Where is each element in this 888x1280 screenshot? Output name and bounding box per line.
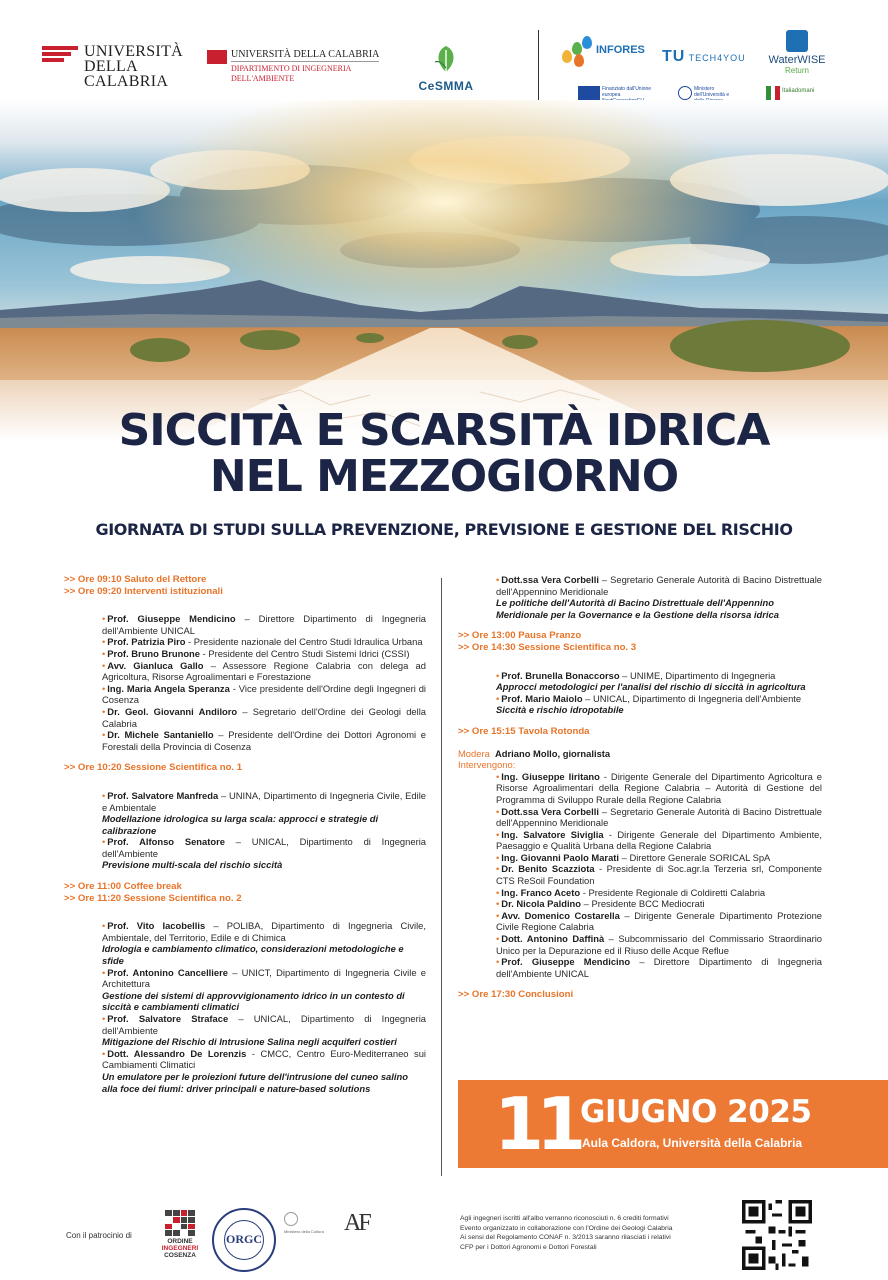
ordine-grid-icon — [165, 1210, 195, 1236]
panelist-item: • Dott. Antonino Daffinà – Subcommissario del Commissario Straordinario Unico per la Depurazione ed il Riuso delle Acque Reflue — [496, 933, 822, 956]
speaker-item: • Prof. Antonino Cancelliere – UNICT, Dipartimento di Ingegneria Civile e Architettura — [102, 966, 427, 990]
cesmma-name: CeSMMA — [418, 79, 474, 93]
republic-emblem-icon — [284, 1212, 298, 1226]
italiadomani-text: Italiadomani — [782, 88, 815, 94]
speaker-item: • Prof. Salvatore Straface – UNICAL, Dipartimento di Ingegneria dell'Ambiente — [102, 1013, 426, 1036]
date-day: 11 — [494, 1082, 579, 1166]
talk-title: Modellazione idrologica su larga scala: approcci e strategie di calibrazione — [102, 813, 379, 836]
cesmma-leaf-icon — [429, 44, 463, 74]
unical-line2: DELLA — [84, 58, 138, 75]
ministero-cultura-logo — [284, 1212, 344, 1234]
panelist-item: • Dr. Nicola Paldino – Presidente BCC Mediocrati — [496, 898, 705, 910]
title-line2: NEL MEZZOGIORNO — [209, 451, 679, 502]
speaker-item: • Prof. Vito Iacobellis – POLIBA, Dipartimento di Ingegneria Civile, Ambientale, del Territorio, Edile e di Chimica — [102, 920, 426, 943]
speaker-item: • Dr. Michele Santaniello – Presidente dell'Ordine dei Dottori Agronomi e Forestali della Provincia di Cosenza — [102, 729, 426, 752]
infores-drops-icon — [560, 36, 596, 66]
talk-title: Le politiche dell'Autorità di Bacino Distrettuale dell'Appennino Meridionale per la Governance e la Gestione della risorsa idrica — [496, 597, 779, 620]
speaker-item: • Dott.ssa Vera Corbelli – Segretario Generale Autorità di Bacino Distrettuale dell'Appennino Meridionale — [496, 574, 822, 597]
eu-text: Finanziato dall'Unione europea — [602, 86, 652, 98]
header-logos — [0, 0, 888, 112]
talk-title: Siccità e rischio idropotabile — [496, 704, 624, 716]
speaker-item: • Prof. Patrizia Piro - Presidente nazionale del Centro Studi Idraulica Urbana — [102, 636, 423, 648]
slot-0920: >> Ore 09:20 Interventi istituzionali — [64, 585, 223, 597]
intervengono-label: Intervengono: — [458, 759, 516, 771]
footer-notes — [460, 1214, 740, 1252]
talk-title: Gestione dei sistemi di approvvigionamento idrico in un contesto di siccità e cambiamenti climatici — [102, 989, 405, 1013]
unical-logo — [42, 44, 183, 89]
speaker-item: • Prof. Alfonso Senatore – UNICAL, Dipartimento di Ingegneria dell'Ambiente — [102, 836, 426, 859]
italy-flag-icon — [766, 86, 780, 100]
slot-1515: >> Ore 15:15 Tavola Rotonda — [458, 725, 590, 737]
ordine-line2: INGEGNERI — [161, 1245, 199, 1252]
speaker-item: • Avv. Gianluca Gallo – Assessore Regione Calabria con delega ad Agricoltura, Risorse Agroalimentari e Forestazione — [102, 659, 426, 683]
af-logo: AF — [344, 1210, 369, 1236]
panelist-item: • Avv. Domenico Costarella – Dirigente Generale Dipartimento Protezione Civile Regione Calabria — [496, 909, 822, 933]
ordine-ingegneri-logo — [158, 1210, 202, 1259]
talk-title: Approcci metodologici per l'analisi del rischio di siccità in agricoltura — [496, 681, 806, 693]
talk-title: Idrologia e cambiamento climatico, considerazioni metodologiche e sfide — [102, 943, 404, 967]
waterwise-drop-icon — [786, 30, 808, 52]
speaker-item: • Prof. Giuseppe Mendicino – Direttore Dipartimento di Ingegneria dell'Ambiente UNICAL — [102, 613, 427, 636]
waterwise-name: WaterWISE — [768, 54, 826, 66]
panelist-item: • Dott.ssa Vera Corbelli – Segretario Generale Autorità di Bacino Distrettuale dell'Appennino Meridionale — [496, 805, 822, 829]
cesmma-logo — [405, 44, 487, 93]
slot-1020: >> Ore 10:20 Sessione Scientifica no. 1 — [64, 762, 243, 774]
slot-1120: >> Ore 11:20 Sessione Scientifica no. 2 — [64, 892, 242, 904]
unical-mark-icon — [42, 46, 78, 68]
unical-line1: UNIVERSITÀ — [84, 43, 183, 60]
talk-title: Previsione multi-scala del rischio siccità — [102, 859, 283, 871]
event-subtitle: GIORNATA DI STUDI SULLA PREVENZIONE, PREVISIONE E GESTIONE DEL RISCHIO — [95, 520, 793, 539]
panelist-item: • Ing. Giuseppe Iiritano - Dirigente Generale del Dipartimento Agricoltura e Risorse Agroalimentari della Regione Calabria – Autorità di Gestione del Programma di Sviluppo Rurale della Regione Calabria — [496, 770, 823, 805]
ministero-emblem-icon — [678, 86, 692, 100]
tech4you-logo: TU TECH4YOU — [662, 48, 746, 65]
ordine-line3: COSENZA — [164, 1252, 196, 1259]
note-crediti: Agli ingegneri iscritti all'albo verranno riconosciuti n. 6 crediti formativi — [460, 1215, 669, 1222]
waterwise-logo — [764, 30, 830, 75]
agro-text: Ministero della Cultura — [284, 1229, 324, 1234]
date-venue: Aula Caldora, Università della Calabria — [582, 1136, 803, 1150]
date-month-year: GIUGNO 2025 — [580, 1094, 812, 1130]
slot-1730: >> Ore 17:30 Conclusioni — [458, 989, 574, 1001]
panelist-item: • Ing. Salvatore Siviglia - Dirigente Generale del Dipartimento Ambiente, Paesaggio e Qualità Urbana della Regione Calabria — [496, 828, 822, 852]
ministero-text: Ministero dell'Università e — [694, 86, 730, 98]
orgc-text: ORGC — [226, 1232, 262, 1246]
talk-title: Mitigazione del Rischio di Intrusione Salina negli acquiferi costieri — [102, 1036, 397, 1048]
speaker-item: • Prof. Mario Maiolo – UNICAL, Dipartimento di Ingegneria dell'Ambiente — [496, 692, 802, 704]
program-left-column — [64, 574, 426, 1094]
panelist-item: • Prof. Giuseppe Mendicino – Direttore Dipartimento di Ingegneria dell'Ambiente UNICAL — [496, 956, 823, 979]
hero-drought-landscape — [0, 100, 888, 440]
title-line1: SICCITÀ E SCARSITÀ IDRICA — [118, 405, 770, 456]
eu-flag-icon — [578, 86, 600, 100]
header-divider — [538, 30, 539, 108]
moderator: Modera Adriano Mollo, giornalista — [458, 747, 611, 759]
infores-logo — [560, 36, 652, 56]
note-cfp: CFP per i Dottori Agronomi e Dottori Forestali — [460, 1243, 597, 1251]
speaker-item: • Dr. Geol. Giovanni Andiloro – Segretario dell'Ordine dei Geologi della Calabria — [102, 705, 426, 729]
slot-0910: >> Ore 09:10 Saluto del Rettore — [64, 574, 207, 585]
qr-code-icon[interactable] — [742, 1200, 812, 1270]
speaker-item: • Prof. Bruno Brunone - Presidente del Centro Studi Sistemi Idrici (CSSI) — [102, 647, 410, 659]
ordine-line1: ORDINE — [167, 1238, 193, 1245]
note-geologi: Evento organizzato in collaborazione con l'Ordine dei Geologi Calabria — [460, 1224, 673, 1232]
tech4you-name: TECH4YOU — [688, 53, 746, 63]
talk-title: Un emulatore per le proiezioni future dell'intrusione del cuneo salino alla foce dei fiumi: driver principali e nature-based solutions — [102, 1070, 408, 1094]
slot-1430: >> Ore 14:30 Sessione Scientifica no. 3 — [458, 641, 637, 653]
ordine-geologi-seal — [212, 1208, 276, 1272]
waterwise-sub: Return — [784, 66, 809, 75]
panelist-item: • Ing. Giovanni Paolo Marati – Direttore Generale SORICAL SpA — [496, 851, 771, 863]
speaker-item: • Ing. Maria Angela Speranza - Vice presidente dell'Ordine degli Ingegneri di Cosenza — [102, 682, 426, 706]
dipartimento-line1: DIPARTIMENTO DI INGEGNERIA — [231, 64, 352, 73]
panelist-item: • Ing. Franco Aceto - Presidente Regionale di Coldiretti Calabria — [496, 886, 766, 898]
patrocinio-label: Con il patrocinio di — [66, 1231, 132, 1240]
slot-1100: >> Ore 11:00 Coffee break — [64, 881, 182, 893]
speaker-item: • Dott. Alessandro De Lorenzis - CMCC, Centro Euro-Mediterraneo sui Cambiamenti Climatici — [102, 1047, 426, 1071]
landscape-illustration — [0, 100, 888, 440]
note-conaf: Ai sensi del Regolamento CONAF n. 3/2013 saranno rilasciati i relativi — [460, 1234, 671, 1242]
dipartimento-logo — [207, 50, 379, 84]
column-divider — [441, 578, 442, 1176]
speaker-item: • Prof. Brunella Bonaccorso – UNIME, Dipartimento di Ingegneria — [496, 669, 776, 681]
infores-name: INFORES — [596, 44, 645, 56]
dipartimento-mark-icon — [207, 50, 227, 64]
dipartimento-line2: DELL'AMBIENTE — [231, 74, 295, 83]
event-date-box — [458, 1080, 888, 1168]
speaker-item: • Prof. Salvatore Manfreda – UNINA, Dipartimento di Ingegneria Civile, Edile e Ambientale — [102, 789, 426, 813]
program-right-column — [458, 574, 822, 1001]
event-title — [0, 405, 888, 502]
slot-1300: >> Ore 13:00 Pausa Pranzo — [458, 630, 582, 642]
dipartimento-university: UNIVERSITÀ DELLA CALABRIA — [231, 49, 380, 60]
unical-line3: CALABRIA — [84, 73, 169, 90]
panelist-item: • Dr. Benito Scazziota - Presidente di Soc.agr.la Terzeria srl, Componente CTS ReSoil Foundation — [496, 863, 823, 887]
